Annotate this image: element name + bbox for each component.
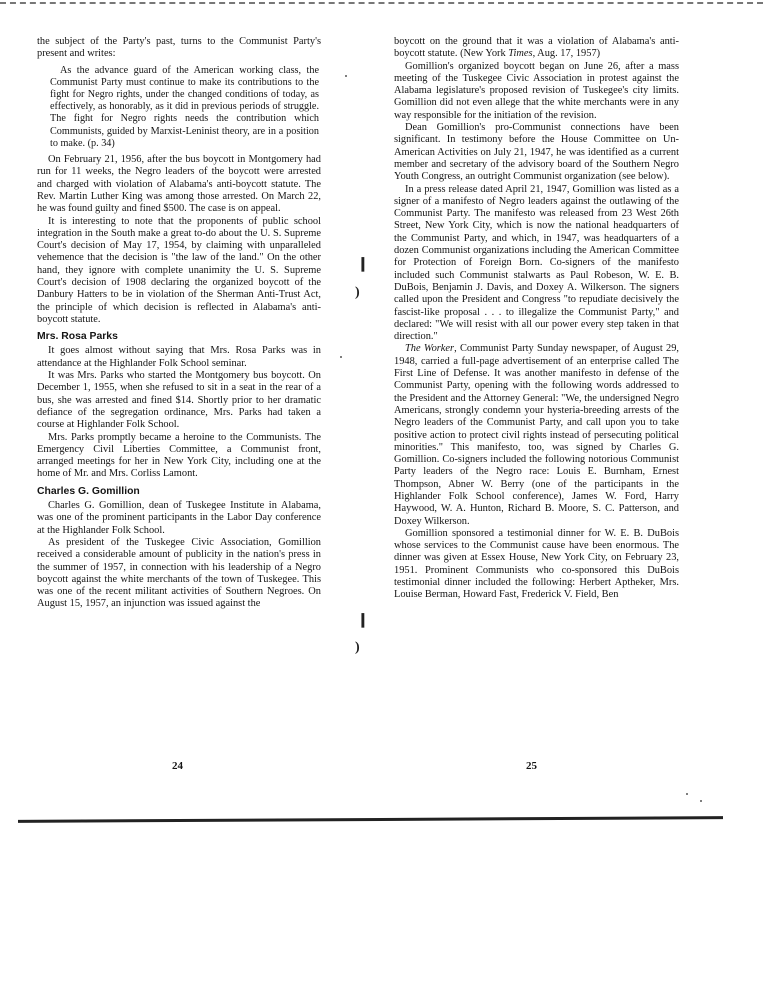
right-page-number: 25 bbox=[526, 760, 537, 772]
body-paragraph: It is interesting to note that the proponents of public school integration in the South make a great to-do about the U. S. Supreme Court's decision of May 17, 1954, by claiming with unparalleled vehemence that the decision is "the law of the land." On the other hand, they ignore with complete unanimity the U. S. Supreme Court's decision of 1908 declaring the organized boycott of the Danbury Hatters to be in violation of the Sherman Anti-Trust Act, the principle of which decision is reflected in Alabama's anti-boycott statute. bbox=[37, 215, 321, 325]
scan-speck bbox=[700, 800, 702, 802]
section-heading: Mrs. Rosa Parks bbox=[37, 331, 118, 343]
body-paragraph: Mrs. Parks promptly became a heroine to the Communists. The Emergency Civil Liberties Committee, a Communist front, arranged meetings for her in New York City, including one at the home of Mr. and Mrs. Corliss Lamont. bbox=[37, 431, 321, 480]
scan-speck bbox=[345, 75, 347, 77]
body-paragraph: Gomillion sponsored a testimonial dinner for W. E. B. DuBois whose services to the Communist cause have been enormous. The dinner was given at Essex House, New York City, on February 23, 1951. Prominent Communists who co-sponsored this DuBois testimonial dinner included the following: Herbert Aptheker, Mrs. Louise Berman, Howard Fast, Frederick V. Field, Ben bbox=[394, 527, 679, 601]
block-quote: As the advance guard of the American working class, the Communist Party must continue to make its contributions to the fight for Negro rights, under the changed conditions of today, as effectively, as honorably, as it did in previous periods of struggle. The fight for Negro rights needs the contribution which Communists, guided by Marxist-Leninist theory, are in a position to make. (p. 34) bbox=[50, 64, 319, 149]
left-page-column bbox=[37, 36, 321, 611]
scan-speck bbox=[686, 793, 688, 795]
scan-speck bbox=[340, 356, 342, 358]
body-paragraph: Gomillion's organized boycott began on June 26, after a mass meeting of the Tuskegee Civic Association in protest against the Alabama legislature's proposed revision of Tuskegee's city limits. Gomillion did not even allege that the white merchants were in any way responsible for the initiation of the revision. bbox=[394, 60, 679, 121]
binding-hole-mark: ) bbox=[355, 285, 360, 300]
bottom-edge-rule bbox=[18, 816, 723, 823]
continued-paragraph: the subject of the Party's past, turns to the Communist Party's present and writes: bbox=[37, 36, 321, 60]
body-paragraph: As president of the Tuskegee Civic Association, Gomillion received a considerable amount of publicity in the nation's press in the summer of 1957, in connection with his leadership of a Negro boycott against the white merchants of the town of Tuskegee. This was one of the recent militant activities of Southern Negroes. On August 15, 1957, an injunction was issued against the bbox=[37, 536, 321, 610]
continued-paragraph: boycott on the ground that it was a violation of Alabama's anti-boycott statute. (New York Times, Aug. 17, 1957) bbox=[394, 36, 679, 60]
left-page-number: 24 bbox=[172, 760, 183, 772]
body-paragraph: In a press release dated April 21, 1947, Gomillion was listed as a signer of a manifesto of Negro leaders against the outlawing of the Communist Party. The manifesto was released from 23 West 26th Street, New York City, which is now the national headquarters of the Communist Party, and which, in 1947, was headquarters of a dozen Communist organizations including the American Committee for Protection of Foreign Born. Co-signers of the manifesto included such Communist stalwarts as Paul Robeson, W. E. B. DuBois, Benjamin J. Davis, and Doxey A. Wilkerson. The signers called upon the President and Congress "to repudiate decisively the fascist-like proposal . . . to illegalize the Communist Party," and declared: "We will resist with all our power every step taken in that direction." bbox=[394, 183, 679, 343]
binding-hole-mark: ❙ bbox=[357, 613, 369, 628]
top-edge-rule bbox=[0, 2, 763, 4]
right-page-column bbox=[394, 36, 679, 602]
body-paragraph: Charles G. Gomillion, dean of Tuskegee Institute in Alabama, was one of the prominent participants in the Labor Day conference at the Highlander Folk School. bbox=[37, 500, 321, 536]
body-paragraph: Dean Gomillion's pro-Communist connections have been significant. In testimony before the House Committee on Un-American Activities on July 21, 1947, he was identified as a current member and secretary of the advisory board of the Southern Negro Youth Congress, an outright Communist organization (see below). bbox=[394, 122, 679, 183]
body-paragraph: On February 21, 1956, after the bus boycott in Montgomery had run for 11 weeks, the Negro leaders of the boycott were arrested and charged with violation of Alabama's anti-boycott statute. The Rev. Martin Luther King was among those arrested. On March 22, he was found guilty and fined $500. The case is on appeal. bbox=[37, 154, 321, 215]
body-paragraph: It was Mrs. Parks who started the Montgomery bus boycott. On December 1, 1955, when she refused to sit in a seat in the rear of a bus, she was arrested and fined $14. Shortly prior to her dramatic defiance of the segregation ordinance, Mrs. Parks had taken a course at Highlander Folk School. bbox=[37, 370, 321, 431]
body-paragraph: The Worker, Communist Party Sunday newspaper, of August 29, 1948, carried a full-page advertisement of an enterprise called The First Line of Defense. It was another manifesto in defense of the Communist Party, opening with the following words addressed to the President and the Attorney General: "We, the undersigned Negro Americans, strongly condemn your hysteria-breeding arrests of the Negro leaders of the Communist Party, and call upon you to take positive action to protect civil rights instead of persecuting political minorities." This manifesto, too, was signed by Charles G. Gomillion. Co-signers included the following notorious Communist Party leaders of the Negro race: Louis E. Burnham, Ernest Thompson, Abner W. Berry (one of the participants in the Highlander Folk School conference), James W. Ford, Harry Haywood, W. A. Hunton, Richard B. Moore, S. C. Patterson, and Doxey Wilkerson. bbox=[394, 343, 679, 527]
binding-hole-mark: ) bbox=[355, 640, 360, 655]
section-heading: Charles G. Gomillion bbox=[37, 485, 140, 497]
binding-hole-mark: ❙ bbox=[357, 257, 369, 272]
body-paragraph: It goes almost without saying that Mrs. Rosa Parks was in attendance at the Highlander Folk School seminar. bbox=[37, 345, 321, 369]
